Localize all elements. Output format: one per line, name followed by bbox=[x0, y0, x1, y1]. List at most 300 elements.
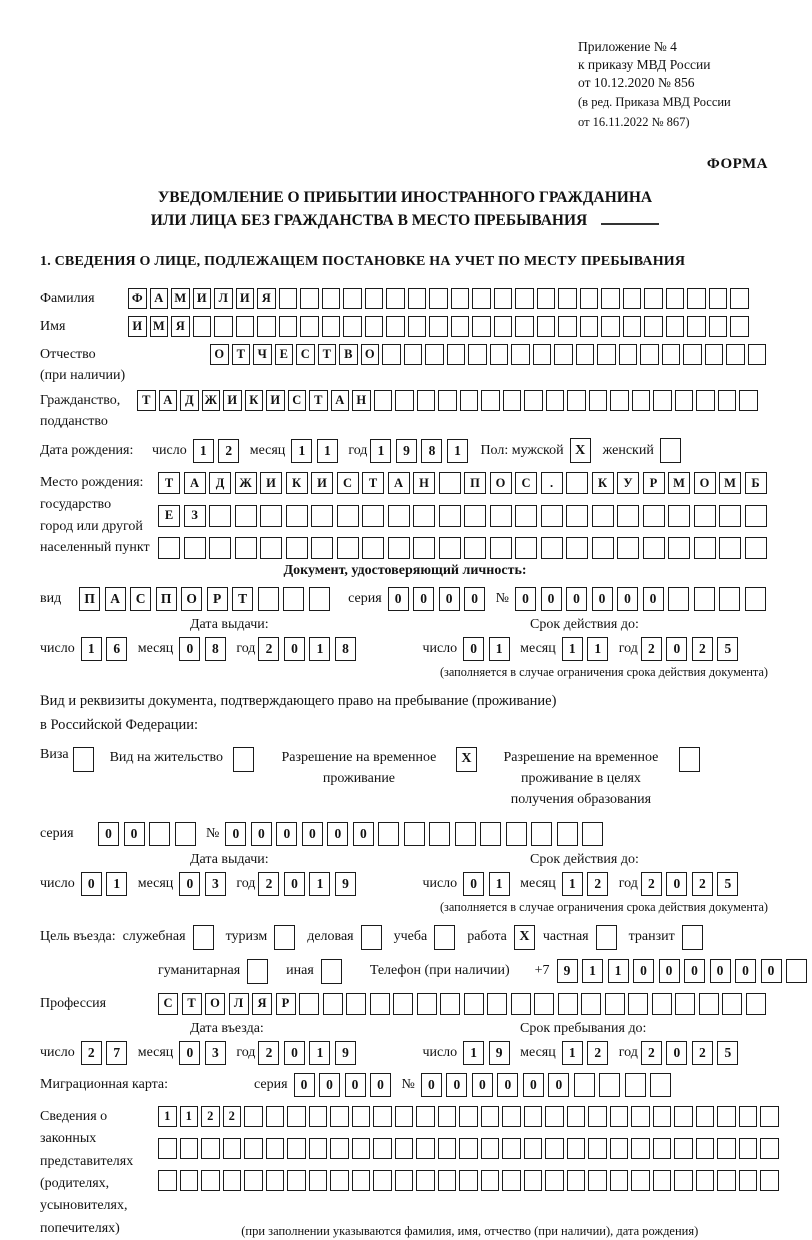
char-cell[interactable]: 0 bbox=[643, 587, 664, 611]
char-cell[interactable]: 0 bbox=[735, 959, 756, 983]
char-cell[interactable] bbox=[719, 505, 741, 527]
char-cell[interactable]: П bbox=[79, 587, 100, 611]
char-cell[interactable]: 1 bbox=[81, 637, 102, 661]
char-cell[interactable] bbox=[668, 587, 689, 611]
char-cell[interactable]: 0 bbox=[353, 822, 374, 846]
char-cell[interactable]: А bbox=[159, 390, 178, 411]
char-cell[interactable] bbox=[343, 288, 362, 309]
char-cell[interactable]: 0 bbox=[370, 1073, 391, 1097]
char-cell[interactable]: 0 bbox=[515, 587, 536, 611]
char-cell[interactable]: Т bbox=[309, 390, 328, 411]
char-cell[interactable] bbox=[413, 537, 435, 559]
char-cell[interactable]: И bbox=[311, 472, 333, 494]
char-cell[interactable] bbox=[323, 993, 343, 1015]
char-cell[interactable] bbox=[531, 822, 552, 846]
char-cell[interactable]: И bbox=[223, 390, 242, 411]
char-cell[interactable] bbox=[209, 505, 231, 527]
char-cell[interactable]: 1 bbox=[291, 439, 312, 463]
char-cell[interactable] bbox=[628, 993, 648, 1015]
char-cell[interactable] bbox=[322, 316, 341, 337]
char-cell[interactable]: А bbox=[150, 288, 169, 309]
char-cell[interactable] bbox=[440, 993, 460, 1015]
char-cell[interactable] bbox=[490, 344, 509, 365]
char-cell[interactable] bbox=[439, 537, 461, 559]
char-cell[interactable]: 3 bbox=[205, 872, 226, 896]
char-cell[interactable] bbox=[260, 537, 282, 559]
char-cell[interactable] bbox=[694, 587, 715, 611]
char-cell[interactable] bbox=[309, 1170, 328, 1191]
char-cell[interactable] bbox=[322, 288, 341, 309]
char-cell[interactable] bbox=[447, 344, 466, 365]
char-cell[interactable]: 1 bbox=[370, 439, 391, 463]
char-cell[interactable] bbox=[709, 316, 728, 337]
char-cell[interactable]: Ч bbox=[253, 344, 272, 365]
char-cell[interactable] bbox=[546, 390, 565, 411]
char-cell[interactable]: О bbox=[181, 587, 202, 611]
char-cell[interactable]: Е bbox=[275, 344, 294, 365]
char-cell[interactable]: И bbox=[193, 288, 212, 309]
char-cell[interactable] bbox=[481, 1170, 500, 1191]
char-cell[interactable] bbox=[439, 472, 461, 494]
char-cell[interactable]: 0 bbox=[319, 1073, 340, 1097]
char-cell[interactable] bbox=[258, 587, 279, 611]
char-cell[interactable] bbox=[687, 316, 706, 337]
char-cell[interactable]: Я bbox=[257, 288, 276, 309]
char-cell[interactable] bbox=[631, 1106, 650, 1127]
char-cell[interactable] bbox=[343, 316, 362, 337]
char-cell[interactable] bbox=[472, 288, 491, 309]
char-cell[interactable] bbox=[180, 1138, 199, 1159]
char-cell[interactable] bbox=[675, 993, 695, 1015]
char-cell[interactable] bbox=[631, 1170, 650, 1191]
char-cell[interactable] bbox=[236, 316, 255, 337]
char-cell[interactable] bbox=[408, 288, 427, 309]
char-cell[interactable]: С bbox=[158, 993, 178, 1015]
char-cell[interactable] bbox=[506, 822, 527, 846]
char-cell[interactable] bbox=[537, 288, 556, 309]
char-cell[interactable]: У bbox=[617, 472, 639, 494]
char-cell[interactable] bbox=[625, 1073, 646, 1097]
char-cell[interactable] bbox=[311, 505, 333, 527]
char-cell[interactable] bbox=[311, 537, 333, 559]
char-cell[interactable] bbox=[362, 505, 384, 527]
char-cell[interactable] bbox=[717, 1106, 736, 1127]
char-cell[interactable] bbox=[481, 390, 500, 411]
char-cell[interactable]: . bbox=[541, 472, 563, 494]
char-cell[interactable] bbox=[487, 993, 507, 1015]
char-cell[interactable]: 9 bbox=[335, 1041, 356, 1065]
char-cell[interactable] bbox=[730, 288, 749, 309]
char-cell[interactable] bbox=[395, 390, 414, 411]
char-cell[interactable]: 1 bbox=[463, 1041, 484, 1065]
char-cell[interactable]: 0 bbox=[421, 1073, 442, 1097]
char-cell[interactable] bbox=[739, 390, 758, 411]
char-cell[interactable] bbox=[589, 390, 608, 411]
char-cell[interactable] bbox=[696, 390, 715, 411]
char-cell[interactable]: И bbox=[266, 390, 285, 411]
char-cell[interactable] bbox=[718, 390, 737, 411]
char-cell[interactable] bbox=[537, 316, 556, 337]
char-cell[interactable]: 0 bbox=[327, 822, 348, 846]
char-cell[interactable]: И bbox=[236, 288, 255, 309]
char-cell[interactable] bbox=[610, 1106, 629, 1127]
char-cell[interactable] bbox=[739, 1170, 758, 1191]
char-cell[interactable]: 1 bbox=[587, 637, 608, 661]
char-cell[interactable]: 2 bbox=[258, 1041, 279, 1065]
char-cell[interactable] bbox=[472, 316, 491, 337]
char-cell[interactable] bbox=[309, 1106, 328, 1127]
char-cell[interactable]: 2 bbox=[641, 872, 662, 896]
char-cell[interactable] bbox=[386, 288, 405, 309]
char-cell[interactable] bbox=[502, 1170, 521, 1191]
char-cell[interactable] bbox=[653, 1106, 672, 1127]
char-cell[interactable]: 1 bbox=[489, 637, 510, 661]
char-cell[interactable]: Ж bbox=[235, 472, 257, 494]
char-cell[interactable] bbox=[300, 316, 319, 337]
char-cell[interactable] bbox=[567, 390, 586, 411]
char-cell[interactable] bbox=[653, 1138, 672, 1159]
char-cell[interactable]: 0 bbox=[302, 822, 323, 846]
char-cell[interactable] bbox=[395, 1138, 414, 1159]
goal-official-checkbox[interactable] bbox=[193, 925, 214, 950]
char-cell[interactable] bbox=[617, 537, 639, 559]
char-cell[interactable] bbox=[494, 288, 513, 309]
char-cell[interactable] bbox=[511, 344, 530, 365]
char-cell[interactable] bbox=[674, 1138, 693, 1159]
char-cell[interactable]: 2 bbox=[201, 1106, 220, 1127]
char-cell[interactable]: 1 bbox=[309, 872, 330, 896]
char-cell[interactable] bbox=[566, 505, 588, 527]
char-cell[interactable] bbox=[417, 390, 436, 411]
char-cell[interactable] bbox=[566, 537, 588, 559]
char-cell[interactable] bbox=[309, 1138, 328, 1159]
char-cell[interactable]: М bbox=[719, 472, 741, 494]
char-cell[interactable]: С bbox=[337, 472, 359, 494]
char-cell[interactable] bbox=[580, 288, 599, 309]
char-cell[interactable] bbox=[193, 316, 212, 337]
char-cell[interactable] bbox=[429, 288, 448, 309]
char-cell[interactable]: С bbox=[288, 390, 307, 411]
char-cell[interactable]: 8 bbox=[421, 439, 442, 463]
char-cell[interactable]: 0 bbox=[633, 959, 654, 983]
char-cell[interactable] bbox=[694, 505, 716, 527]
char-cell[interactable] bbox=[588, 1106, 607, 1127]
char-cell[interactable] bbox=[567, 1138, 586, 1159]
char-cell[interactable]: М bbox=[150, 316, 169, 337]
char-cell[interactable] bbox=[599, 1073, 620, 1097]
char-cell[interactable]: 1 bbox=[309, 637, 330, 661]
char-cell[interactable] bbox=[404, 344, 423, 365]
char-cell[interactable]: 0 bbox=[294, 1073, 315, 1097]
char-cell[interactable]: О bbox=[694, 472, 716, 494]
char-cell[interactable] bbox=[557, 822, 578, 846]
char-cell[interactable]: 1 bbox=[582, 959, 603, 983]
char-cell[interactable] bbox=[524, 1170, 543, 1191]
char-cell[interactable] bbox=[541, 537, 563, 559]
char-cell[interactable]: 0 bbox=[284, 637, 305, 661]
char-cell[interactable]: 3 bbox=[205, 1041, 226, 1065]
char-cell[interactable]: 0 bbox=[464, 587, 485, 611]
char-cell[interactable] bbox=[597, 344, 616, 365]
char-cell[interactable] bbox=[644, 316, 663, 337]
char-cell[interactable]: 2 bbox=[258, 872, 279, 896]
char-cell[interactable] bbox=[541, 505, 563, 527]
char-cell[interactable]: 2 bbox=[641, 1041, 662, 1065]
char-cell[interactable]: 0 bbox=[413, 587, 434, 611]
char-cell[interactable]: 5 bbox=[717, 872, 738, 896]
char-cell[interactable] bbox=[558, 993, 578, 1015]
char-cell[interactable] bbox=[223, 1170, 242, 1191]
char-cell[interactable] bbox=[760, 1138, 779, 1159]
char-cell[interactable]: 0 bbox=[179, 872, 200, 896]
char-cell[interactable] bbox=[515, 288, 534, 309]
char-cell[interactable] bbox=[644, 288, 663, 309]
char-cell[interactable] bbox=[786, 959, 807, 983]
temp-residence-education-checkbox[interactable] bbox=[679, 747, 700, 772]
char-cell[interactable] bbox=[515, 505, 537, 527]
char-cell[interactable]: 8 bbox=[335, 637, 356, 661]
char-cell[interactable] bbox=[699, 993, 719, 1015]
char-cell[interactable]: 1 bbox=[562, 1041, 583, 1065]
char-cell[interactable]: Н bbox=[413, 472, 435, 494]
residence-permit-checkbox[interactable] bbox=[233, 747, 254, 772]
char-cell[interactable]: Т bbox=[318, 344, 337, 365]
char-cell[interactable]: 1 bbox=[158, 1106, 177, 1127]
char-cell[interactable] bbox=[257, 316, 276, 337]
char-cell[interactable] bbox=[694, 537, 716, 559]
char-cell[interactable] bbox=[373, 1106, 392, 1127]
char-cell[interactable]: 9 bbox=[489, 1041, 510, 1065]
char-cell[interactable] bbox=[640, 344, 659, 365]
char-cell[interactable]: 0 bbox=[566, 587, 587, 611]
char-cell[interactable] bbox=[408, 316, 427, 337]
char-cell[interactable]: Т bbox=[232, 587, 253, 611]
char-cell[interactable] bbox=[668, 537, 690, 559]
char-cell[interactable]: 0 bbox=[179, 1041, 200, 1065]
char-cell[interactable]: 0 bbox=[541, 587, 562, 611]
char-cell[interactable] bbox=[439, 505, 461, 527]
char-cell[interactable] bbox=[717, 1138, 736, 1159]
char-cell[interactable] bbox=[696, 1106, 715, 1127]
char-cell[interactable] bbox=[184, 537, 206, 559]
char-cell[interactable] bbox=[373, 1138, 392, 1159]
char-cell[interactable] bbox=[459, 1106, 478, 1127]
char-cell[interactable] bbox=[717, 1170, 736, 1191]
char-cell[interactable]: Т bbox=[232, 344, 251, 365]
char-cell[interactable] bbox=[631, 1138, 650, 1159]
char-cell[interactable]: И bbox=[128, 316, 147, 337]
char-cell[interactable]: 0 bbox=[497, 1073, 518, 1097]
char-cell[interactable]: О bbox=[361, 344, 380, 365]
char-cell[interactable] bbox=[429, 822, 450, 846]
char-cell[interactable]: 0 bbox=[666, 637, 687, 661]
char-cell[interactable]: 2 bbox=[258, 637, 279, 661]
char-cell[interactable] bbox=[515, 537, 537, 559]
char-cell[interactable]: 0 bbox=[345, 1073, 366, 1097]
char-cell[interactable] bbox=[330, 1106, 349, 1127]
char-cell[interactable] bbox=[214, 316, 233, 337]
char-cell[interactable]: О bbox=[490, 472, 512, 494]
char-cell[interactable]: З bbox=[184, 505, 206, 527]
char-cell[interactable]: 0 bbox=[710, 959, 731, 983]
char-cell[interactable]: 0 bbox=[659, 959, 680, 983]
char-cell[interactable] bbox=[502, 1138, 521, 1159]
char-cell[interactable] bbox=[413, 505, 435, 527]
char-cell[interactable] bbox=[653, 1170, 672, 1191]
char-cell[interactable] bbox=[395, 1170, 414, 1191]
char-cell[interactable] bbox=[545, 1106, 564, 1127]
char-cell[interactable]: 9 bbox=[557, 959, 578, 983]
char-cell[interactable] bbox=[719, 537, 741, 559]
temp-residence-checkbox[interactable]: X bbox=[456, 747, 477, 772]
char-cell[interactable] bbox=[416, 1138, 435, 1159]
char-cell[interactable] bbox=[330, 1170, 349, 1191]
char-cell[interactable]: 1 bbox=[309, 1041, 330, 1065]
char-cell[interactable] bbox=[279, 316, 298, 337]
char-cell[interactable]: А bbox=[388, 472, 410, 494]
char-cell[interactable] bbox=[481, 1106, 500, 1127]
char-cell[interactable]: Д bbox=[209, 472, 231, 494]
char-cell[interactable]: А bbox=[331, 390, 350, 411]
char-cell[interactable]: 2 bbox=[692, 1041, 713, 1065]
char-cell[interactable]: 6 bbox=[106, 637, 127, 661]
char-cell[interactable] bbox=[464, 993, 484, 1015]
char-cell[interactable]: 2 bbox=[692, 872, 713, 896]
char-cell[interactable] bbox=[566, 472, 588, 494]
char-cell[interactable]: 0 bbox=[284, 1041, 305, 1065]
char-cell[interactable] bbox=[545, 1138, 564, 1159]
char-cell[interactable]: 1 bbox=[562, 637, 583, 661]
char-cell[interactable]: 1 bbox=[106, 872, 127, 896]
char-cell[interactable] bbox=[666, 316, 685, 337]
char-cell[interactable] bbox=[429, 316, 448, 337]
char-cell[interactable] bbox=[605, 993, 625, 1015]
char-cell[interactable] bbox=[745, 587, 766, 611]
char-cell[interactable] bbox=[352, 1138, 371, 1159]
char-cell[interactable] bbox=[581, 993, 601, 1015]
char-cell[interactable]: 0 bbox=[439, 587, 460, 611]
char-cell[interactable] bbox=[739, 1106, 758, 1127]
char-cell[interactable]: 1 bbox=[180, 1106, 199, 1127]
char-cell[interactable]: С bbox=[296, 344, 315, 365]
char-cell[interactable]: 5 bbox=[717, 637, 738, 661]
char-cell[interactable] bbox=[464, 537, 486, 559]
char-cell[interactable] bbox=[346, 993, 366, 1015]
char-cell[interactable]: В bbox=[339, 344, 358, 365]
char-cell[interactable]: П bbox=[156, 587, 177, 611]
char-cell[interactable]: С bbox=[130, 587, 151, 611]
char-cell[interactable] bbox=[337, 537, 359, 559]
char-cell[interactable] bbox=[601, 316, 620, 337]
goal-humanitarian-checkbox[interactable] bbox=[247, 959, 268, 984]
char-cell[interactable]: 2 bbox=[587, 1041, 608, 1065]
char-cell[interactable] bbox=[582, 822, 603, 846]
goal-study-checkbox[interactable] bbox=[434, 925, 455, 950]
char-cell[interactable] bbox=[386, 316, 405, 337]
char-cell[interactable]: 0 bbox=[472, 1073, 493, 1097]
char-cell[interactable]: Т bbox=[158, 472, 180, 494]
char-cell[interactable] bbox=[388, 537, 410, 559]
char-cell[interactable]: 0 bbox=[179, 637, 200, 661]
char-cell[interactable]: 0 bbox=[684, 959, 705, 983]
char-cell[interactable]: Н bbox=[352, 390, 371, 411]
char-cell[interactable] bbox=[666, 288, 685, 309]
char-cell[interactable]: Л bbox=[214, 288, 233, 309]
char-cell[interactable] bbox=[524, 390, 543, 411]
char-cell[interactable] bbox=[524, 1106, 543, 1127]
char-cell[interactable] bbox=[158, 537, 180, 559]
char-cell[interactable] bbox=[619, 344, 638, 365]
char-cell[interactable] bbox=[623, 288, 642, 309]
char-cell[interactable] bbox=[588, 1138, 607, 1159]
char-cell[interactable] bbox=[534, 993, 554, 1015]
char-cell[interactable] bbox=[502, 1106, 521, 1127]
char-cell[interactable]: М bbox=[668, 472, 690, 494]
char-cell[interactable]: 1 bbox=[562, 872, 583, 896]
char-cell[interactable]: 0 bbox=[548, 1073, 569, 1097]
char-cell[interactable] bbox=[158, 1170, 177, 1191]
char-cell[interactable] bbox=[438, 1138, 457, 1159]
char-cell[interactable] bbox=[746, 993, 766, 1015]
char-cell[interactable] bbox=[719, 587, 740, 611]
char-cell[interactable] bbox=[287, 1106, 306, 1127]
char-cell[interactable]: М bbox=[171, 288, 190, 309]
char-cell[interactable] bbox=[567, 1106, 586, 1127]
char-cell[interactable] bbox=[554, 344, 573, 365]
char-cell[interactable]: Ж bbox=[202, 390, 221, 411]
char-cell[interactable]: 0 bbox=[124, 822, 145, 846]
char-cell[interactable] bbox=[382, 344, 401, 365]
char-cell[interactable]: 0 bbox=[463, 872, 484, 896]
char-cell[interactable]: Р bbox=[643, 472, 665, 494]
char-cell[interactable] bbox=[524, 1138, 543, 1159]
char-cell[interactable]: П bbox=[464, 472, 486, 494]
char-cell[interactable]: 0 bbox=[592, 587, 613, 611]
char-cell[interactable] bbox=[558, 288, 577, 309]
char-cell[interactable] bbox=[201, 1170, 220, 1191]
char-cell[interactable] bbox=[330, 1138, 349, 1159]
char-cell[interactable] bbox=[745, 505, 767, 527]
char-cell[interactable]: 8 bbox=[205, 637, 226, 661]
char-cell[interactable] bbox=[393, 993, 413, 1015]
char-cell[interactable]: А bbox=[105, 587, 126, 611]
char-cell[interactable] bbox=[201, 1138, 220, 1159]
char-cell[interactable] bbox=[404, 822, 425, 846]
char-cell[interactable]: Т bbox=[362, 472, 384, 494]
goal-private-checkbox[interactable] bbox=[596, 925, 617, 950]
char-cell[interactable] bbox=[309, 587, 330, 611]
char-cell[interactable] bbox=[490, 505, 512, 527]
char-cell[interactable]: 2 bbox=[587, 872, 608, 896]
char-cell[interactable] bbox=[438, 1106, 457, 1127]
char-cell[interactable] bbox=[760, 1170, 779, 1191]
char-cell[interactable] bbox=[283, 587, 304, 611]
char-cell[interactable] bbox=[378, 822, 399, 846]
char-cell[interactable] bbox=[370, 993, 390, 1015]
char-cell[interactable] bbox=[425, 344, 444, 365]
char-cell[interactable] bbox=[416, 1106, 435, 1127]
char-cell[interactable]: 1 bbox=[489, 872, 510, 896]
char-cell[interactable] bbox=[610, 1138, 629, 1159]
char-cell[interactable] bbox=[158, 1138, 177, 1159]
char-cell[interactable]: 0 bbox=[388, 587, 409, 611]
char-cell[interactable]: 9 bbox=[396, 439, 417, 463]
char-cell[interactable]: Т bbox=[182, 993, 202, 1015]
char-cell[interactable]: 5 bbox=[717, 1041, 738, 1065]
char-cell[interactable] bbox=[653, 390, 672, 411]
char-cell[interactable] bbox=[726, 344, 745, 365]
char-cell[interactable] bbox=[416, 1170, 435, 1191]
